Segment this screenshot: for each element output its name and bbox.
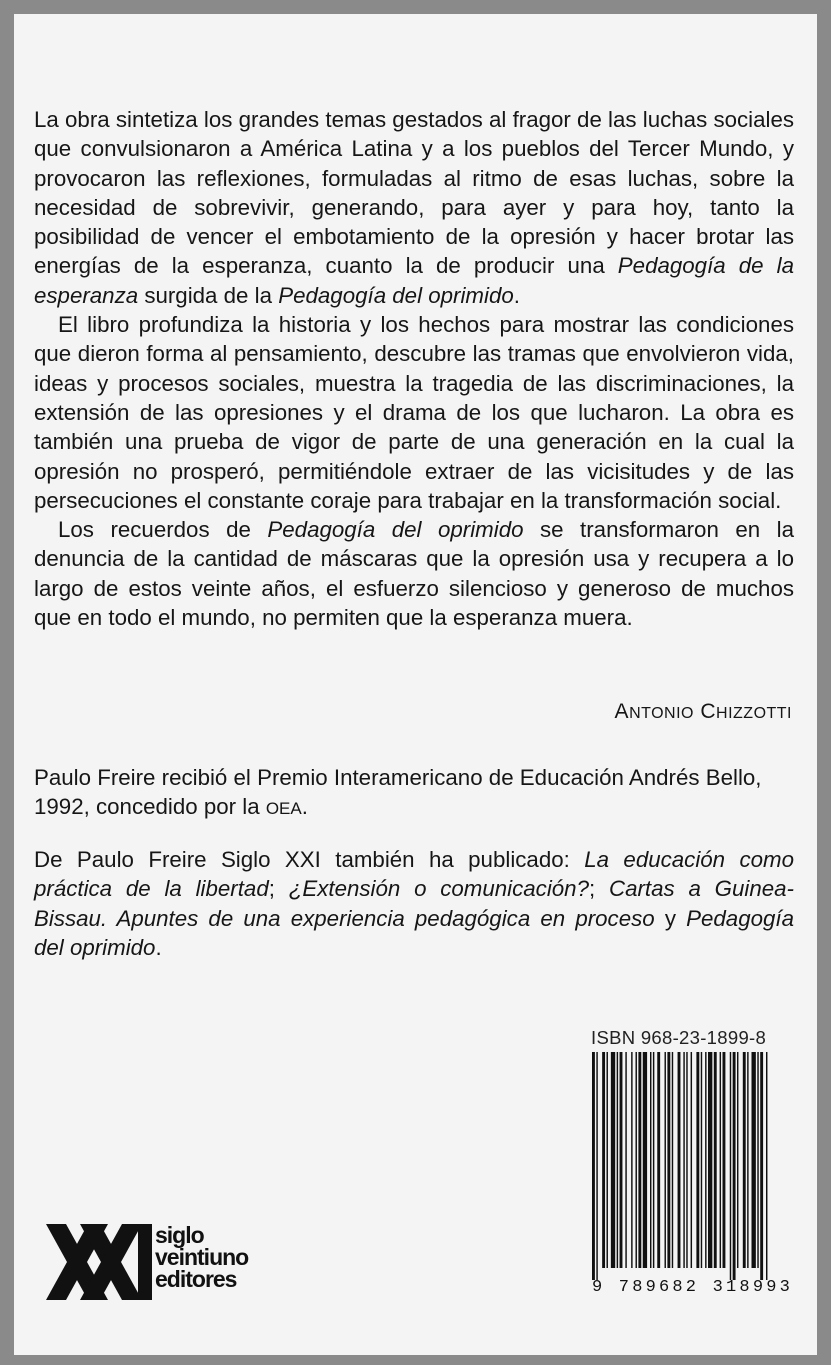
- organization-acronym: OEA: [265, 799, 302, 819]
- also-published-note: De Paulo Freire Siglo XXI también ha publicado: La educación como práctica de la libertad; ¿Extensión o comunicación?; Cartas a Guinea-Bissau. Apuntes de una experiencia pedagógica en proceso y Pedagogía del oprimido.: [34, 847, 795, 960]
- award-note: Paulo Freire recibió el Premio Interamericano de Educación Andrés Bello, 1992, concedido por la OEA.: [34, 765, 762, 820]
- barcode: [590, 1052, 768, 1280]
- book-title: Pedagogía del oprimido: [278, 282, 514, 308]
- synopsis-paragraph-3: Los recuerdos de Pedagogía del oprimido se transformaron en la denuncia de la cantidad de máscaras que la opresión usa y recupera a lo largo de estos veinte años, el esfuerzo silencioso y generoso de muchos que en todo el mundo, no permiten que la esperanza muera.: [34, 517, 794, 631]
- synopsis: [34, 105, 794, 632]
- isbn-number: ISBN 968-23-1899-8: [591, 1027, 767, 1048]
- book-title: La educación como práctica de la libertad: [34, 847, 795, 902]
- barcode-graphic: [590, 1052, 768, 1280]
- book-title: Pedagogía del oprimido: [34, 905, 794, 960]
- synopsis-paragraph-2: El libro profundiza la historia y los hechos para mostrar las condiciones que dieron forma al pensamiento, descubre las tramas que envolvieron vida, ideas y procesos sociales, muestra la tragedia de las discriminaciones, la extensión de las opresiones y el drama de los que lucharon. La obra es también una prueba de vigor de parte de una generación en la cual la opresión no prosperó, permitiéndole extraer de las vicisitudes y de las persecuciones el constante coraje para trabajar en la transformación social.: [34, 312, 794, 513]
- book-title: Cartas a Guinea-Bissau. Apuntes de una experiencia pedagógica en proceso: [34, 876, 794, 931]
- book-title: Pedagogía de la esperanza: [34, 253, 794, 308]
- book-title: ¿Extensión o comunicación?: [288, 876, 589, 902]
- book-title: Pedagogía del oprimido: [267, 517, 524, 543]
- barcode-digits: 9 789682 318993: [592, 1278, 794, 1297]
- author-signature: ANTONIO CHIZZOTTI: [614, 700, 792, 723]
- synopsis-paragraph-1: La obra sintetiza los grandes temas gestados al fragor de las luchas sociales que convulsionaron a América Latina y a los pueblos del Tercer Mundo, y provocaron las reflexiones, formuladas al ritmo de esas luchas, sobre la necesidad de sobrevivir, generando, para ayer y para hoy, tanto la posibilidad de vencer el embotamiento de la opresión y hacer brotar las energías de la esperanza, cuanto la de producir una Pedagogía de la esperanza surgida de la Pedagogía del oprimido.: [34, 107, 794, 308]
- publisher-name: siglo veintiuno editores: [155, 1222, 249, 1292]
